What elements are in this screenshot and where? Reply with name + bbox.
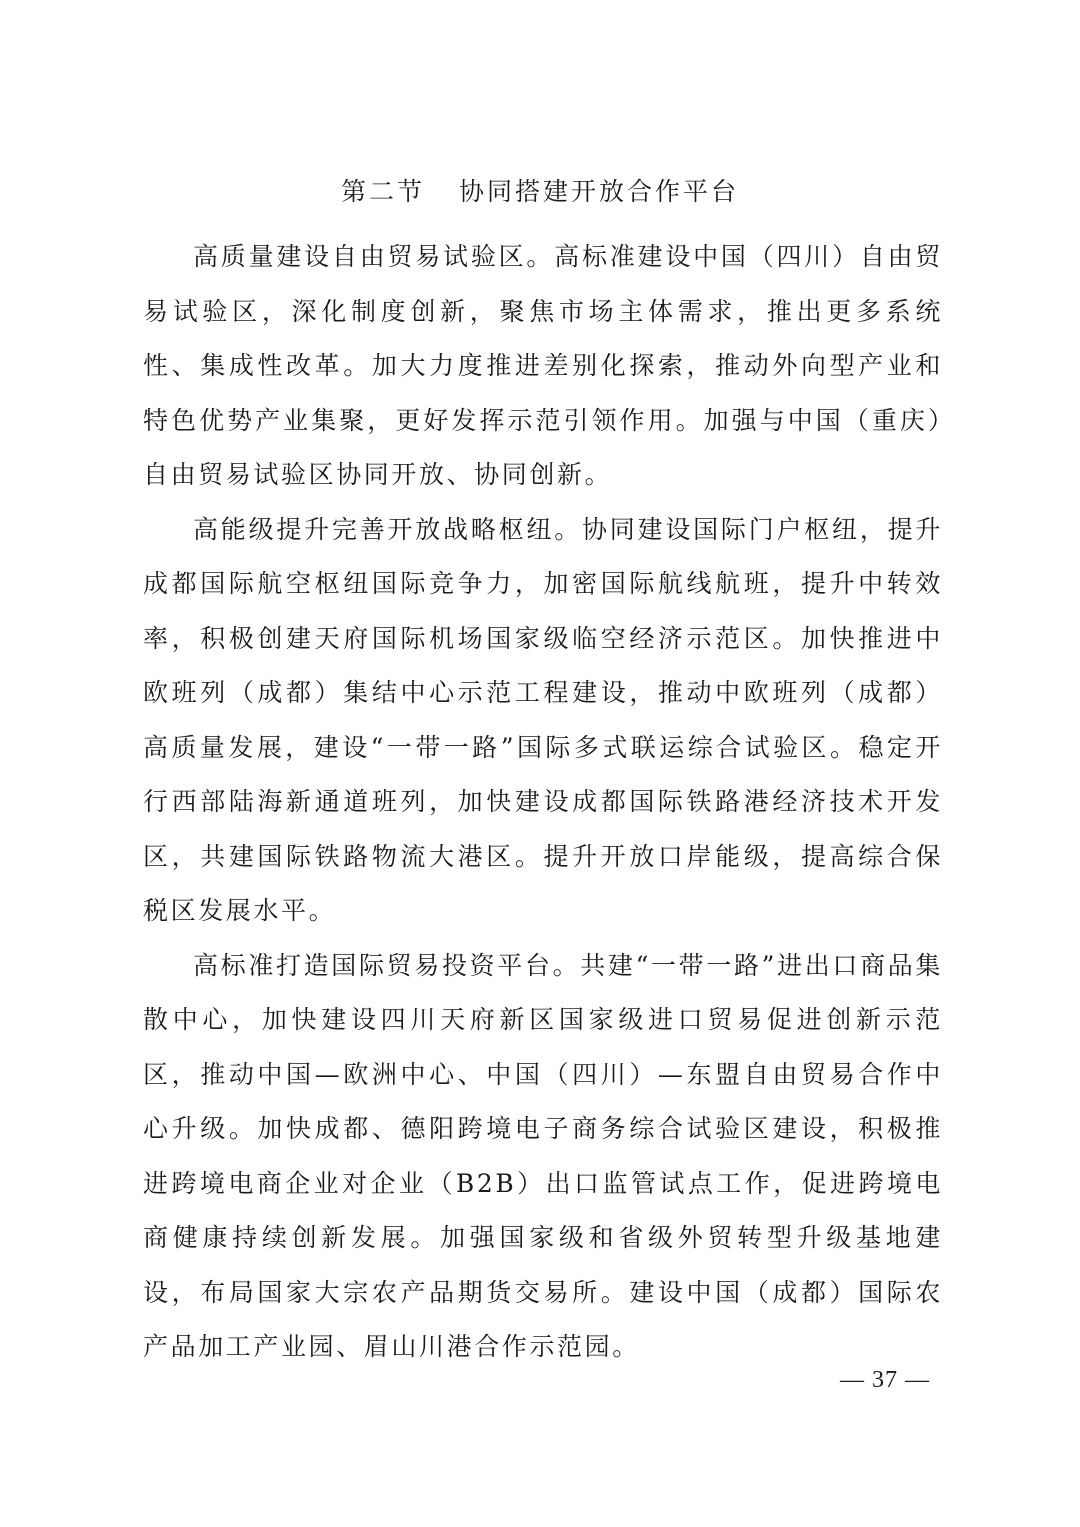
section-title-text: 协同搭建开放合作平台 bbox=[459, 177, 740, 206]
paragraph-free-trade-zone: 高质量建设自由贸易试验区。高标准建设中国（四川）自由贸易试验区，深化制度创新，聚焦市场主体需求，推出更多系统性、集成性改革。加大力度推进差别化探索，推动外向型产业和特色优势产业集聚，更好发挥示范引领作用。加强与中国（重庆）自由贸易试验区协同开放、协同创新。 bbox=[143, 242, 943, 489]
section-heading bbox=[0, 170, 1080, 214]
paragraph-trade-investment-platform: 高标准打造国际贸易投资平台。共建“一带一路”进出口商品集散中心，加快建设四川天府新区国家级进口贸易促进创新示范区，推动中国—欧洲中心、中国（四川）—东盟自由贸易合作中心升级。加快成都、德阳跨境电子商务综合试验区建设，积极推进跨境电商企业对企业（B2B）出口监管试点工作，促进跨境电商健康持续创新发展。加强国家级和省级外贸转型升级基地建设，布局国家大宗农产品期货交易所。建设中国（成都）国际农产品加工产业园、眉山川港合作示范园。 bbox=[143, 950, 943, 1361]
paragraph-strategic-hub: 高能级提升完善开放战略枢纽。协同建设国际门户枢纽，提升成都国际航空枢纽国际竞争力，加密国际航线航班，提升中转效率，积极创建天府国际机场国家级临空经济示范区。加快推进中欧班列（成都）集结中心示范工程建设，推动中欧班列（成都）高质量发展，建设“一带一路”国际多式联运综合试验区。稳定开行西部陆海新通道班列，加快建设成都国际铁路港经济技术开发区，共建国际铁路物流大港区。提升开放口岸能级，提高综合保税区发展水平。 bbox=[143, 514, 943, 925]
section-number: 第二节 bbox=[340, 177, 425, 206]
body-text bbox=[143, 230, 943, 1375]
page-number: — 37 — bbox=[840, 1367, 930, 1393]
